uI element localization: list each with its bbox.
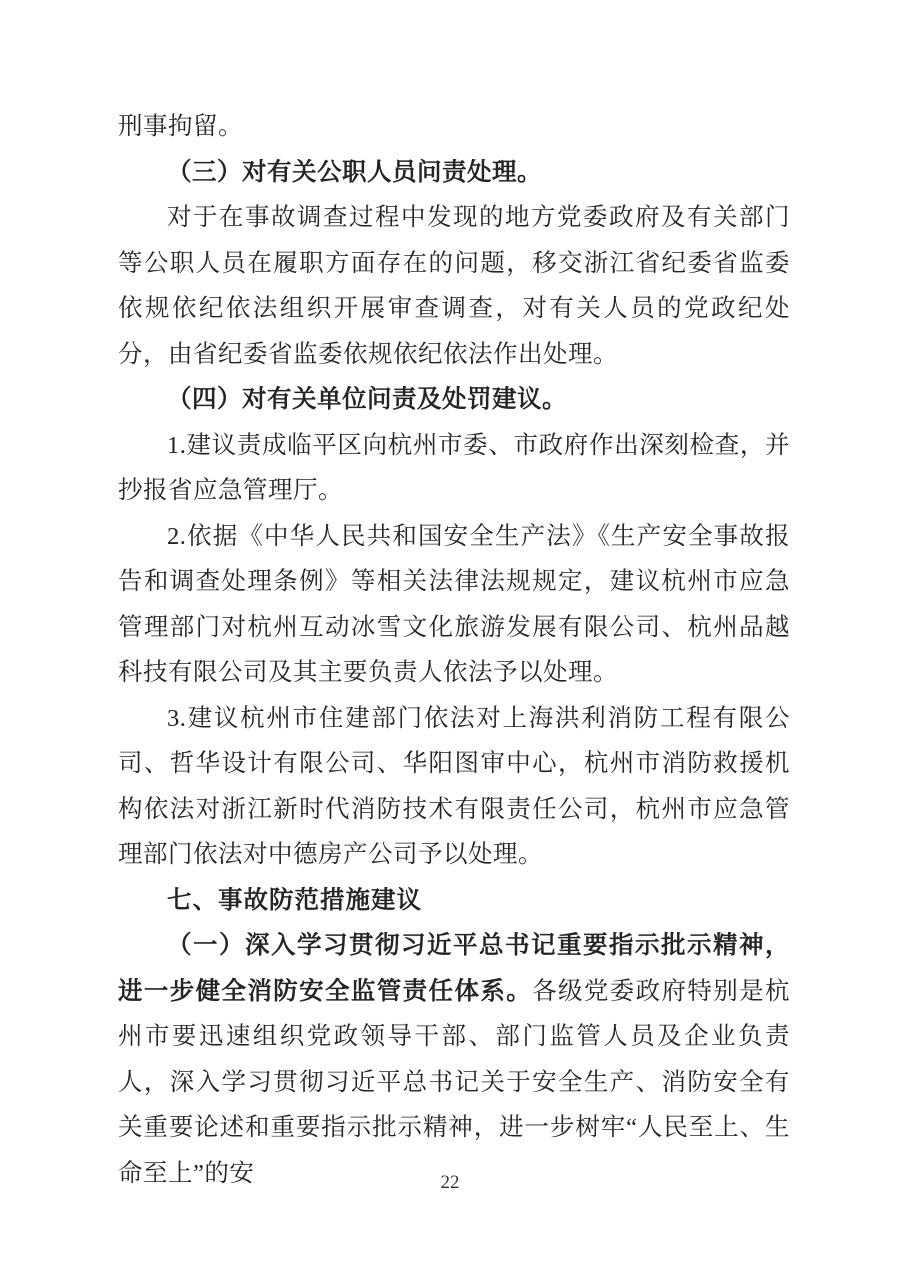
heading-chapter-7-accident-prevention-measures: 七、事故防范措施建议 (167, 886, 422, 914)
paragraph-sentence-continuation: 刑事拘留。 (118, 113, 243, 140)
paragraph-measure-1-bold-lead: （一）深入学习贯彻习近平总书记重要指示批示精神，进一步健全消防安全监管责任体系。 (118, 932, 790, 1005)
heading-section-4-accountability-of-units: （四）对有关单位问责及处罚建议。 (167, 386, 567, 413)
paragraph-measure-1-body: 各级党委政府特别是杭州市要迅速组织党政领导干部、部门监管人员及企业负责人，深入学习贯彻习近平总书记关于安全生产、消防安全有关重要论述和重要指示批示精神，进一步树牢“人民至上、生命至上”的安 (118, 977, 790, 1187)
paragraph-public-officials-handling: 对于在事故调查过程中发现的地方党委政府及有关部门等公职人员在履职方面存在的问题，移交浙江省纪委省监委依规依纪依法组织开展审查调查，对有关人员的党政纪处分，由省纪委省监委依规依纪依法作出处理。 (118, 204, 790, 368)
page-body-text (118, 104, 790, 1196)
paragraph-item-1-district-inspection: 1.建议责成临平区向杭州市委、市政府作出深刻检查，并抄报省应急管理厅。 (118, 431, 790, 504)
heading-section-3-accountability-of-public-officials: （三）对有关公职人员问责处理。 (167, 158, 542, 186)
paragraph-item-3-construction-dept-punishment: 3.建议杭州市住建部门依法对上海洪利消防工程有限公司、哲华设计有限公司、华阳图审中心，杭州市消防救援机构依法对浙江新时代消防技术有限责任公司，杭州市应急管理部门依法对中德房产公司予以处理。 (118, 704, 790, 868)
page-number: 22 (440, 1172, 460, 1193)
paragraph-item-2-law-based-punishment: 2.依据《中华人民共和国安全生产法》《生产安全事故报告和调查处理条例》等相关法律法规规定，建议杭州市应急管理部门对杭州互动冰雪文化旅游发展有限公司、杭州品越科技有限公司及其主要负责人依法予以处理。 (118, 522, 790, 686)
paragraph-measure-1-study-directives (118, 923, 790, 1196)
